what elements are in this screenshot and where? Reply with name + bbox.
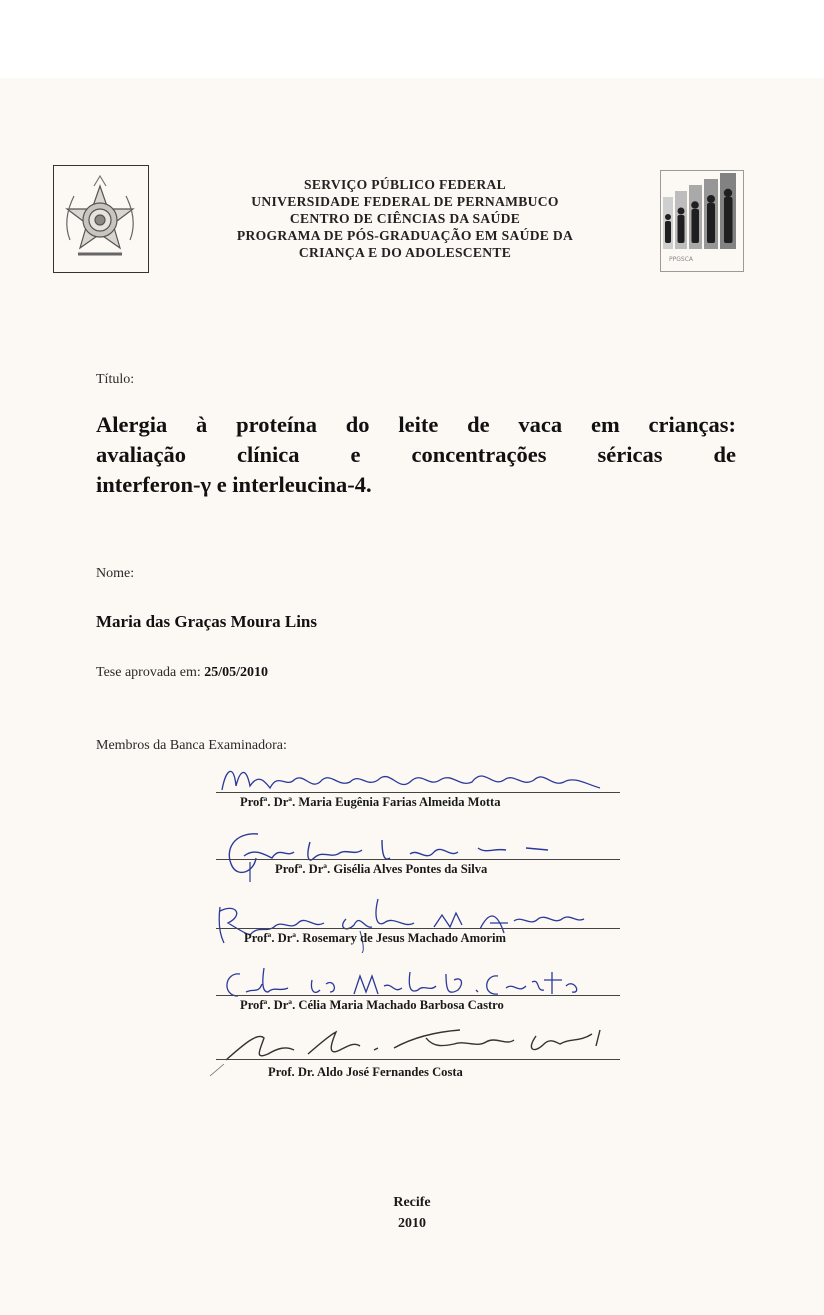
board-member: Profª. Drª. Maria Eugênia Farias Almeida Motta xyxy=(240,795,501,809)
thesis-title-line: interferon-γ e interleucina-4. xyxy=(96,472,372,497)
people-silhouettes-icon xyxy=(661,171,743,271)
title-label: Título: xyxy=(96,372,135,387)
approval-line xyxy=(96,665,268,681)
signature-line xyxy=(216,928,620,929)
footer xyxy=(0,1192,824,1234)
signature-line xyxy=(216,1059,620,1060)
board-member: Profª. Drª. Rosemary de Jesus Machado Amorim xyxy=(244,931,506,945)
seal-icon xyxy=(54,166,147,271)
signature-line xyxy=(216,859,620,860)
brazil-coat-of-arms-seal xyxy=(53,165,149,273)
header-line: CRIANÇA E DO ADOLESCENTE xyxy=(298,245,512,260)
footer-year: 2010 xyxy=(398,1216,426,1231)
thesis-title-line: avaliação clínica e concentrações séricas de xyxy=(96,442,736,467)
name-label: Nome: xyxy=(96,566,135,581)
header-line: SERVIÇO PÚBLICO FEDERAL xyxy=(303,177,507,192)
approval-date: 25/05/2010 xyxy=(204,665,269,680)
header-line: UNIVERSIDADE FEDERAL DE PERNAMBUCO xyxy=(251,194,559,209)
author-name: Maria das Graças Moura Lins xyxy=(96,612,317,631)
board-member: Profª. Drª. Gisélia Alves Pontes da Silva xyxy=(275,862,488,876)
thesis-title-line: Alergia à proteína do leite de vaca em crianças: xyxy=(96,412,736,437)
institution-header xyxy=(160,176,650,261)
header-line: PROGRAMA DE PÓS-GRADUAÇÃO EM SAÚDE DA xyxy=(236,228,574,243)
signature-line xyxy=(216,792,620,793)
board-member: Profª. Drª. Célia Maria Machado Barbosa Castro xyxy=(240,998,504,1012)
logo-caption: PPGSCA xyxy=(669,256,693,263)
board-member: Prof. Dr. Aldo José Fernandes Costa xyxy=(268,1065,463,1079)
header-line: CENTRO DE CIÊNCIAS DA SAÚDE xyxy=(289,211,521,226)
footer-city: Recife xyxy=(393,1195,431,1210)
board-label: Membros da Banca Examinadora: xyxy=(96,738,287,753)
ppgsca-logo xyxy=(660,170,744,272)
thesis-title xyxy=(96,410,736,500)
approval-label: Tese aprovada em: xyxy=(96,665,201,680)
signature-line xyxy=(216,995,620,996)
